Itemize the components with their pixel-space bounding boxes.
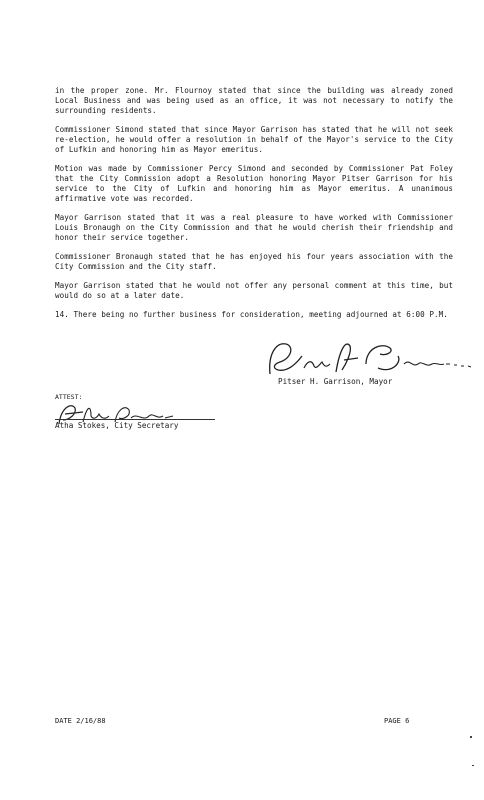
scan-speck xyxy=(470,736,472,738)
paragraph-bronaugh-remarks: Commissioner Bronaugh stated that he has enjoyed his four years association with the City Commission and the City staff. xyxy=(55,252,453,271)
attest-label: ATTEST: xyxy=(55,393,83,401)
footer-page-number: PAGE 6 xyxy=(384,717,410,725)
paragraph-mayor-remarks: Mayor Garrison stated that it was a real pleasure to have worked with Commissioner Louis Bronaugh on the City Commission and that he would cherish their friendship and honor their service together. xyxy=(55,213,453,242)
paragraph-zoning: in the proper zone. Mr. Flournoy stated that since the building was already zoned Local Business and was being used as an office, it was not necessary to notify the surrounding residents. xyxy=(55,86,453,115)
minutes-body xyxy=(55,86,453,329)
mayor-signature xyxy=(262,334,482,382)
paragraph-resolution-offer: Commissioner Simond stated that since Mayor Garrison has stated that he will not seek re-election, he would offer a resolution in behalf of the Mayor's service to the City of Lufkin and honoring him as Mayor emeritus. xyxy=(55,125,453,154)
paragraph-mayor-comment: Mayor Garrison stated that he would not offer any personal comment at this time, but would do so at a later date. xyxy=(55,281,453,300)
footer-date: DATE 2/16/88 xyxy=(55,717,106,725)
secretary-name: Atha Stokes, City Secretary xyxy=(55,421,179,430)
mayor-name: Pitser H. Garrison, Mayor xyxy=(278,377,393,386)
scan-speck xyxy=(472,765,474,766)
secretary-signature-line xyxy=(55,419,215,420)
paragraph-adjournment: 14. There being no further business for consideration, meeting adjourned at 6:00 P.M. xyxy=(55,310,448,319)
paragraph-motion: Motion was made by Commissioner Percy Simond and seconded by Commissioner Pat Foley that the City Commission adopt a Resolution honoring Mayor Pitser Garrison for his service to the City of Lufkin and honoring him as Mayor emeritus. A unanimous affirmative vote was recorded. xyxy=(55,164,453,203)
